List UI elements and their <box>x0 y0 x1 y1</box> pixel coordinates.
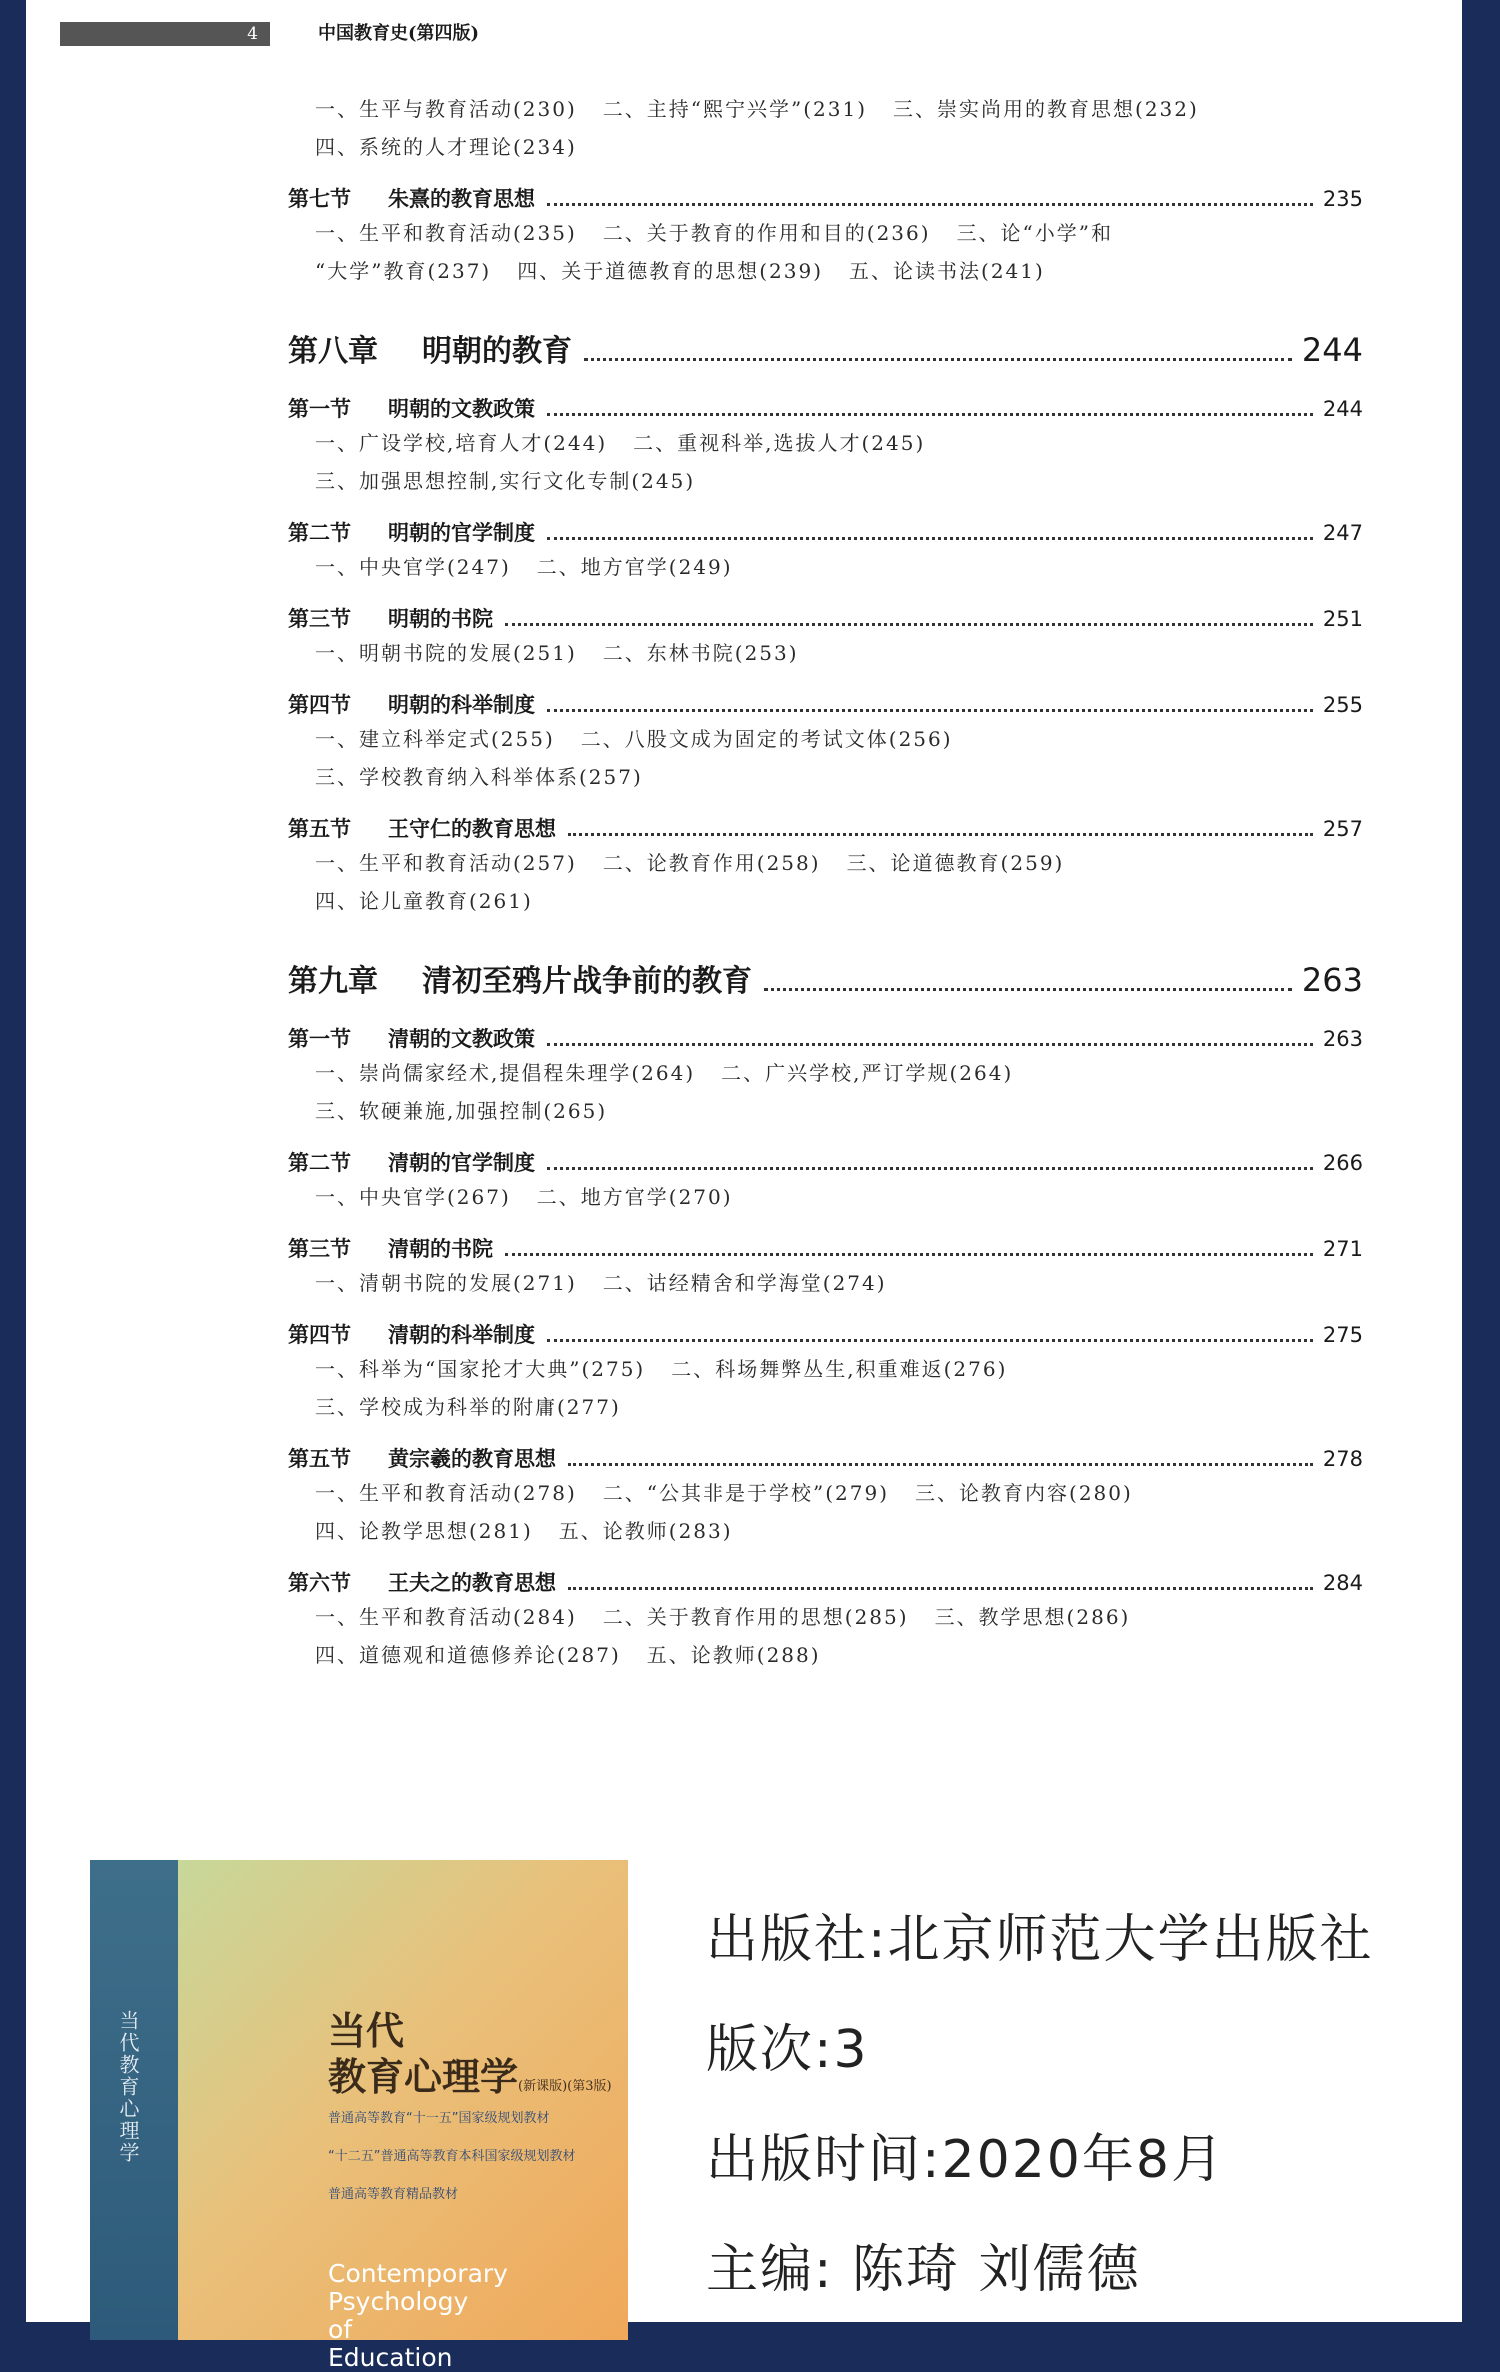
subitem: 二、东林书院(253) <box>602 641 799 665</box>
section-title: 明朝的科举制度 <box>388 693 535 717</box>
section-number: 第四节 <box>288 693 351 717</box>
dot-leader <box>568 833 1313 836</box>
chapter-entry <box>288 328 1363 374</box>
subitem-row <box>288 462 1363 500</box>
dot-leader <box>547 709 1313 712</box>
subitem-row <box>288 1636 1363 1674</box>
page-number: 4 <box>60 22 270 46</box>
subitem: 二、地方官学(249) <box>536 555 733 579</box>
subitem: 二、八股文成为固定的考试文体(256) <box>580 727 953 751</box>
section-title: 清朝的官学制度 <box>388 1151 535 1175</box>
dot-leader <box>568 1463 1313 1466</box>
section-line <box>288 1320 1363 1350</box>
section-page: 266 <box>1322 1151 1363 1175</box>
subitem: 三、教学思想(286) <box>934 1605 1131 1629</box>
chapter-number: 第九章 <box>288 964 378 999</box>
subitem: 一、生平和教育活动(284) <box>315 1605 577 1629</box>
subitem-row <box>288 844 1363 882</box>
subitem-row <box>288 1092 1363 1130</box>
subitem: 四、论教学思想(281) <box>315 1519 533 1543</box>
section-title: 明朝的官学制度 <box>388 521 535 545</box>
section-title: 清朝的书院 <box>388 1237 493 1261</box>
subitem: 三、论道德教育(259) <box>846 851 1065 875</box>
info-line: 主编: 陈琦 刘儒德 <box>706 2240 1141 2300</box>
section-number: 第四节 <box>288 1323 351 1347</box>
subitem-row <box>288 1512 1363 1550</box>
section-label <box>288 184 535 214</box>
section-number: 第七节 <box>288 187 351 211</box>
subitem: 五、论教师(288) <box>646 1643 821 1667</box>
chapter-label <box>288 960 752 1004</box>
subitem: 二、科场舞弊丛生,积重难返(276) <box>671 1357 1008 1381</box>
section-line <box>288 1234 1363 1264</box>
subitem: 二、论教育作用(258) <box>602 851 821 875</box>
section-title: 明朝的书院 <box>388 607 493 631</box>
subitem: 一、建立科举定式(255) <box>315 727 555 751</box>
section-label <box>288 1234 493 1264</box>
subitem: “大学”教育(237) <box>315 259 492 283</box>
subitem: 二、地方官学(270) <box>536 1185 733 1209</box>
table-of-contents <box>288 90 1363 1692</box>
section-label <box>288 1148 535 1178</box>
dot-leader <box>568 1587 1313 1590</box>
section-page: 275 <box>1322 1323 1363 1347</box>
subitem: 三、崇实尚用的教育思想(232) <box>893 97 1199 121</box>
section-entry <box>288 1444 1363 1550</box>
section-page: 247 <box>1322 521 1363 545</box>
subitem: 三、加强思想控制,实行文化专制(245) <box>315 469 696 493</box>
section-label <box>288 1320 535 1350</box>
info-line: 版次:3 <box>706 2020 869 2080</box>
dot-leader <box>505 1253 1313 1256</box>
section-entry <box>288 1024 1363 1130</box>
subitem: 二、广兴学校,严订学规(264) <box>721 1061 1014 1085</box>
cover-title: 当代 教育心理学(新课版)(第3版) <box>328 2008 612 2099</box>
page <box>26 0 1462 2372</box>
subitem-row <box>288 634 1363 672</box>
section-page: 284 <box>1322 1571 1363 1595</box>
section-number: 第三节 <box>288 1237 351 1261</box>
section-number: 第五节 <box>288 817 351 841</box>
cover-english-title: Contemporary Psychology of Education <box>328 2259 508 2372</box>
dot-leader <box>547 537 1313 540</box>
subitem-row <box>288 548 1363 586</box>
section-line <box>288 1568 1363 1598</box>
section-line <box>288 814 1363 844</box>
subitem: 一、科举为“国家抡才大典”(275) <box>315 1357 646 1381</box>
info-line: 出版社:北京师范大学出版社 <box>706 1910 1374 1970</box>
subitem-row <box>288 720 1363 758</box>
section-number: 第二节 <box>288 521 351 545</box>
subitem: 三、论“小学”和 <box>956 221 1114 245</box>
chapter-line <box>288 328 1363 374</box>
section-line <box>288 690 1363 720</box>
subitem-row <box>288 1388 1363 1426</box>
chapter-title: 明朝的教育 <box>422 334 572 369</box>
section-line <box>288 1444 1363 1474</box>
section-title: 清朝的文教政策 <box>388 1027 535 1051</box>
dot-leader <box>547 1043 1313 1046</box>
subitem: 一、崇尚儒家经术,提倡程朱理学(264) <box>315 1061 696 1085</box>
section-number: 第三节 <box>288 607 351 631</box>
section-number: 第六节 <box>288 1571 351 1595</box>
section-entry <box>288 518 1363 586</box>
section-title: 清朝的科举制度 <box>388 1323 535 1347</box>
chapter-title: 清初至鸦片战争前的教育 <box>422 964 752 999</box>
section-entry <box>288 394 1363 500</box>
subitem: 三、学校教育纳入科举体系(257) <box>315 765 643 789</box>
subitems-entry <box>288 90 1363 166</box>
cover-badge-2: “十二五”普通高等教育本科国家级规划教材 <box>328 2149 576 2164</box>
section-page: 235 <box>1322 187 1363 211</box>
dot-leader <box>764 988 1292 991</box>
subitem: 二、“公其非是于学校”(279) <box>602 1481 890 1505</box>
section-page: 251 <box>1322 607 1363 631</box>
section-line <box>288 604 1363 634</box>
section-entry <box>288 184 1363 290</box>
subitem-row <box>288 1178 1363 1216</box>
section-title: 黄宗羲的教育思想 <box>388 1447 556 1471</box>
subitem: 四、系统的人才理论(234) <box>315 135 577 159</box>
subitem: 二、主持“熙宁兴学”(231) <box>602 97 868 121</box>
dot-leader <box>505 623 1313 626</box>
subitem: 四、论儿童教育(261) <box>315 889 533 913</box>
section-title: 王夫之的教育思想 <box>388 1571 556 1595</box>
section-number: 第五节 <box>288 1447 351 1471</box>
section-title: 王守仁的教育思想 <box>388 817 556 841</box>
subitem-row <box>288 1474 1363 1512</box>
subitem-row <box>288 758 1363 796</box>
section-title: 朱熹的教育思想 <box>388 187 535 211</box>
section-entry <box>288 814 1363 920</box>
subitem-row <box>288 882 1363 920</box>
subitem: 一、中央官学(267) <box>315 1185 511 1209</box>
book-front-cover <box>178 1860 628 2372</box>
subitem: 三、论教育内容(280) <box>915 1481 1133 1505</box>
section-page: 263 <box>1322 1027 1363 1051</box>
subitem: 三、软硬兼施,加强控制(265) <box>315 1099 608 1123</box>
subitem-row <box>288 1054 1363 1092</box>
dot-leader <box>547 1339 1313 1342</box>
section-entry <box>288 1568 1363 1674</box>
section-entry <box>288 1234 1363 1302</box>
subitem: 二、重视科举,选拔人才(245) <box>633 431 926 455</box>
section-entry <box>288 604 1363 672</box>
subitem: 五、论教师(283) <box>558 1519 733 1543</box>
section-page: 278 <box>1322 1447 1363 1471</box>
book-info <box>706 1912 1374 2352</box>
book-cover-image <box>90 1860 628 2372</box>
section-number: 第一节 <box>288 397 351 421</box>
book-title-header: 中国教育史(第四版) <box>318 23 480 44</box>
section-label <box>288 518 535 548</box>
subitem: 一、生平和教育活动(257) <box>315 851 577 875</box>
section-page: 244 <box>1322 397 1363 421</box>
book-spine <box>90 1860 178 2340</box>
section-page: 255 <box>1322 693 1363 717</box>
section-entry <box>288 1320 1363 1426</box>
subitem-row <box>288 90 1363 128</box>
subitem: 一、清朝书院的发展(271) <box>315 1271 577 1295</box>
dot-leader <box>547 1167 1313 1170</box>
section-number: 第二节 <box>288 1151 351 1175</box>
cover-badge-1: 普通高等教育“十一五”国家级规划教材 <box>328 2111 550 2126</box>
subitem-row <box>288 128 1363 166</box>
section-label <box>288 1024 535 1054</box>
subitem: 二、关于教育作用的思想(285) <box>602 1605 909 1629</box>
section-line <box>288 394 1363 424</box>
section-line <box>288 1148 1363 1178</box>
section-page: 271 <box>1322 1237 1363 1261</box>
cover-edition: (新课版)(第3版) <box>518 2079 612 2094</box>
info-line: 出版时间:2020年8月 <box>706 2130 1225 2190</box>
dot-leader <box>547 203 1313 206</box>
section-label <box>288 1568 556 1598</box>
subitem: 二、诂经精舍和学海堂(274) <box>602 1271 887 1295</box>
cover-badge-3: 普通高等教育精品教材 <box>328 2187 459 2202</box>
section-label <box>288 604 493 634</box>
subitem: 三、学校成为科举的附庸(277) <box>315 1395 621 1419</box>
dot-leader <box>547 413 1313 416</box>
subitem: 一、明朝书院的发展(251) <box>315 641 577 665</box>
chapter-line <box>288 958 1363 1004</box>
subitem: 一、生平与教育活动(230) <box>315 97 577 121</box>
subitem: 四、关于道德教育的思想(239) <box>517 259 824 283</box>
subitem-row <box>288 1350 1363 1388</box>
subitem-row <box>288 1598 1363 1636</box>
section-label <box>288 814 556 844</box>
subitem: 五、论读书法(241) <box>849 259 1045 283</box>
section-label <box>288 690 535 720</box>
section-entry <box>288 690 1363 796</box>
subitem: 一、中央官学(247) <box>315 555 511 579</box>
section-entry <box>288 1148 1363 1216</box>
subitem: 四、道德观和道德修养论(287) <box>315 1643 621 1667</box>
subitem: 一、生平和教育活动(235) <box>315 221 577 245</box>
section-number: 第一节 <box>288 1027 351 1051</box>
subitem: 一、广设学校,培育人才(244) <box>315 431 608 455</box>
subitem-row <box>288 1264 1363 1302</box>
subitem: 二、关于教育的作用和目的(236) <box>602 221 931 245</box>
chapter-page: 263 <box>1301 961 1363 999</box>
section-line <box>288 1024 1363 1054</box>
subitem-row <box>288 214 1363 252</box>
section-label <box>288 394 535 424</box>
section-page: 257 <box>1322 817 1363 841</box>
subitem: 一、生平和教育活动(278) <box>315 1481 577 1505</box>
section-title: 明朝的文教政策 <box>388 397 535 421</box>
section-label <box>288 1444 556 1474</box>
spine-title: 当代教育心理学 <box>116 2010 140 2164</box>
subitem-row <box>288 252 1363 290</box>
dot-leader <box>584 358 1292 361</box>
section-line <box>288 184 1363 214</box>
subitem-row <box>288 424 1363 462</box>
section-line <box>288 518 1363 548</box>
chapter-label <box>288 330 572 374</box>
chapter-entry <box>288 958 1363 1004</box>
chapter-page: 244 <box>1301 331 1363 369</box>
chapter-number: 第八章 <box>288 334 378 369</box>
